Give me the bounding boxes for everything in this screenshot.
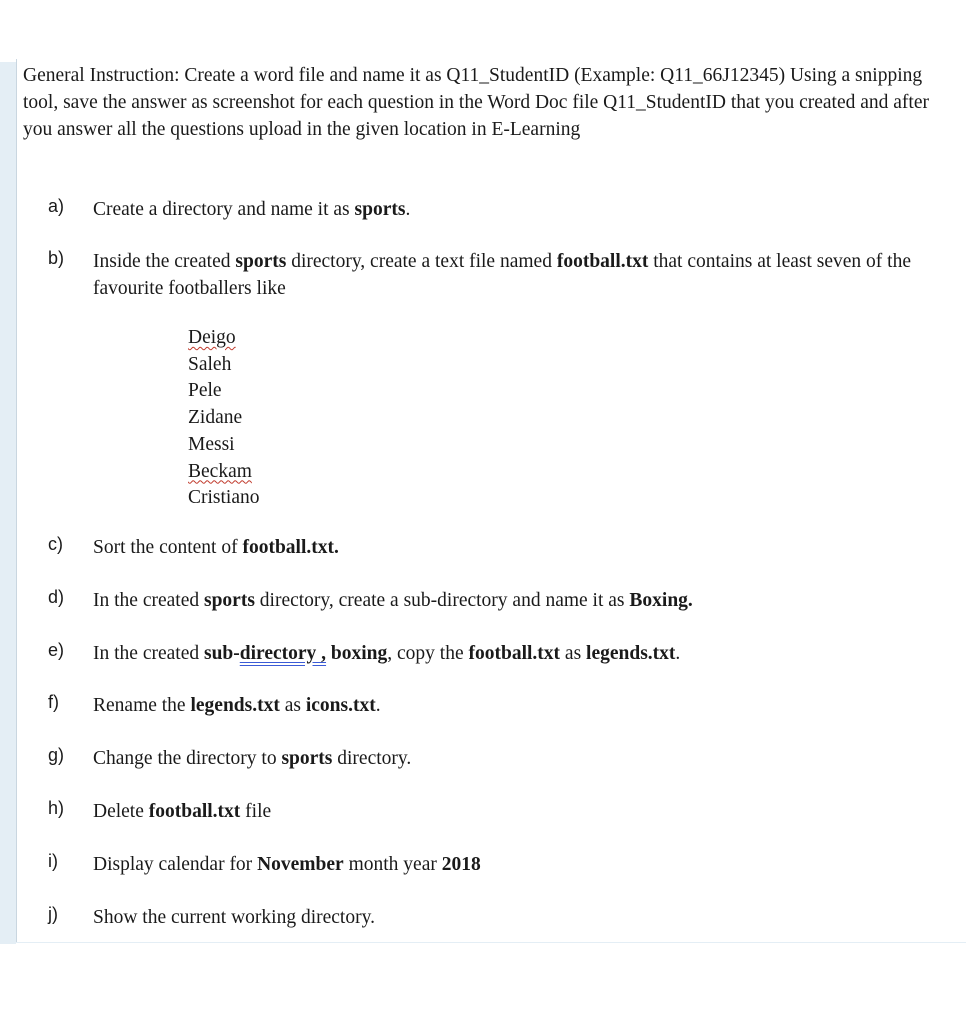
list-item-text: Display calendar for November month year 2018 — [93, 854, 481, 875]
list-marker: f) — [48, 692, 59, 712]
list-marker: g) — [48, 745, 65, 765]
list-marker: d) — [48, 587, 65, 607]
list-item-text: Rename the legends.txt as icons.txt. — [93, 695, 381, 716]
list-item-text: Delete football.txt file — [93, 801, 272, 822]
footballer-name: Zidane — [188, 407, 243, 429]
footballer-name: Saleh — [188, 353, 232, 375]
list-marker: c) — [48, 534, 63, 554]
list-item-text: In the created sports directory, create a sub-directory and name it as Boxing. — [93, 590, 693, 611]
footballer-name: Messi — [188, 433, 235, 455]
list-marker: e) — [48, 640, 65, 660]
list-marker: h) — [48, 798, 65, 818]
list-item-text: Inside the created sports directory, create a text file named football.txt that contains at least seven of the favourite footballers like — [93, 251, 911, 299]
general-instruction: General Instruction: Create a word file and name it as Q11_StudentID (Example: Q11_66J12345) Using a snipping tool, save the answer as screenshot for each question in the Word Doc file Q11_StudentID that you created and after you answer all the questions upload in the given location in E-Learning — [23, 65, 929, 140]
footballer-name: Pele — [188, 380, 222, 402]
list-item-text: Sort the content of football.txt. — [93, 537, 339, 558]
page-bottom-divider — [16, 942, 966, 943]
list-marker: b) — [48, 248, 65, 268]
footballer-list — [188, 325, 260, 512]
list-marker: j) — [48, 904, 58, 924]
list-marker: a) — [48, 196, 65, 216]
list-item-text: Create a directory and name it as sports. — [93, 199, 411, 220]
footballer-name: Beckam — [188, 460, 252, 482]
page-margin-strip — [0, 62, 16, 944]
footballer-name: Cristiano — [188, 487, 260, 509]
list-marker: i) — [48, 851, 58, 871]
list-item-text: Show the current working directory. — [93, 907, 375, 928]
list-item-text: Change the directory to sports directory. — [93, 748, 412, 769]
list-item-text: In the created sub-directory , boxing, copy the football.txt as legends.txt. — [93, 643, 681, 664]
footballer-name: Deigo — [188, 327, 236, 348]
